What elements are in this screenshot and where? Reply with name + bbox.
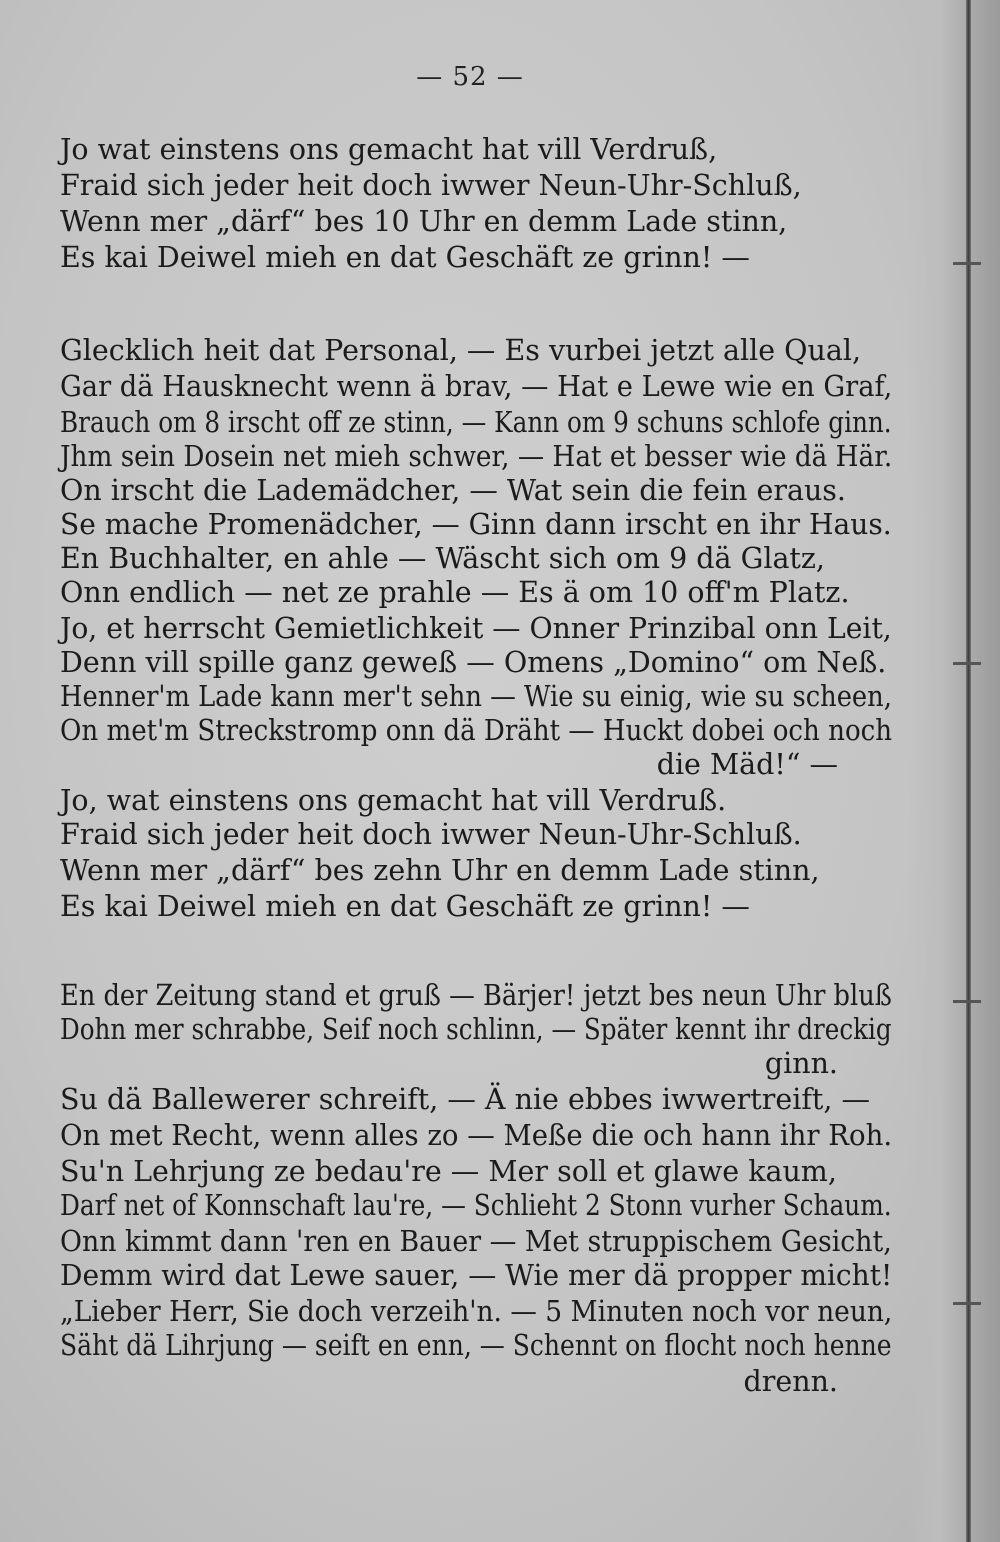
verse-line-continuation: ginn. xyxy=(764,1047,838,1080)
verse-line-continuation: drenn. xyxy=(743,1365,838,1398)
verse-line-continuation: die Mäd!“ — xyxy=(656,748,838,781)
verse-line: „Lieber Herr, Sie doch verzeih'n. — 5 Minuten noch vor neun, xyxy=(60,1295,893,1328)
verse-line: On irscht die Lademädcher, — Wat sein die fein eraus. xyxy=(60,474,846,507)
verse-line: Se mache Promenädcher, — Ginn dann irscht en ihr Haus. xyxy=(60,508,892,541)
verse-line: Onn kimmt dann 'ren en Bauer — Met struppischem Gesicht, xyxy=(60,1225,892,1258)
verse-line: Jo wat einstens ons gemacht hat vill Verdruß, xyxy=(60,133,718,166)
binding-stitch xyxy=(953,662,981,665)
verse-line: Dohn mer schrabbe, Seif noch schlinn, — Später kennt ihr dreckig xyxy=(60,1013,892,1046)
verse-line: Su'n Lehrjung ze bedau're — Mer soll et glawe kaum, xyxy=(60,1155,837,1188)
verse-line: Denn vill spille ganz geweß — Omens „Domino“ om Neß. xyxy=(60,646,887,679)
binding-stitch xyxy=(953,262,981,265)
verse-line: Fraid sich jeder heit doch iwwer Neun-Uhr-Schluß, xyxy=(60,169,802,202)
binding-stitch xyxy=(953,1302,981,1305)
binding-stitch xyxy=(953,1000,981,1003)
page-number: — 52 — xyxy=(416,62,524,92)
verse-line: En Buchhalter, en ahle — Wäscht sich om 9 dä Glatz, xyxy=(60,542,825,575)
page-gutter-shadow xyxy=(908,0,1000,1542)
verse-line: Jhm sein Dosein net mieh schwer, — Hat et besser wie dä Här. xyxy=(60,440,893,473)
verse-line: Glecklich heit dat Personal, — Es vurbei jetzt alle Qual, xyxy=(60,334,862,367)
verse-line: Onn endlich — net ze prahle — Es ä om 10 off'm Platz. xyxy=(60,576,850,609)
verse-line: En der Zeitung stand et gruß — Bärjer! jetzt bes neun Uhr bluß xyxy=(60,979,892,1012)
verse-line: Säht dä Lihrjung — seift en enn, — Schennt on flocht noch henne xyxy=(60,1329,892,1362)
verse-line: Brauch om 8 irscht off ze stinn, — Kann om 9 schuns schlofe ginn. xyxy=(60,406,892,439)
verse-line: Jo, wat einstens ons gemacht hat vill Verdruß. xyxy=(60,784,727,817)
verse-line: Darf net of Konnschaft lau're, — Schlieht 2 Stonn vurher Schaum. xyxy=(60,1189,892,1222)
verse-line: Jo, et herrscht Gemietlichkeit — Onner Prinzibal onn Leit, xyxy=(60,612,892,645)
verse-line: Demm wird dat Lewe sauer, — Wie mer dä propper micht! xyxy=(60,1259,893,1292)
binding-spine xyxy=(966,0,971,1542)
verse-line: Wenn mer „därf“ bes zehn Uhr en demm Lade stinn, xyxy=(60,854,820,887)
verse-line: Su dä Ballewerer schreift, — Ä nie ebbes iwwertreift, — xyxy=(60,1083,870,1116)
verse-line: Gar dä Hausknecht wenn ä brav, — Hat e Lewe wie en Graf, xyxy=(60,370,893,403)
verse-line: On met'm Streckstromp onn dä Dräht — Huckt dobei och noch xyxy=(60,714,893,747)
verse-line: Es kai Deiwel mieh en dat Geschäft ze grinn! — xyxy=(60,890,750,923)
verse-line: Fraid sich jeder heit doch iwwer Neun-Uhr-Schluß. xyxy=(60,818,802,851)
verse-line: Es kai Deiwel mieh en dat Geschäft ze grinn! — xyxy=(60,241,750,274)
verse-line: Henner'm Lade kann mer't sehn — Wie su einig, wie su scheen, xyxy=(60,680,892,713)
verse-line: On met Recht, wenn alles zo — Meße die och hann ihr Roh. xyxy=(60,1119,893,1152)
verse-line: Wenn mer „därf“ bes 10 Uhr en demm Lade stinn, xyxy=(60,205,788,238)
